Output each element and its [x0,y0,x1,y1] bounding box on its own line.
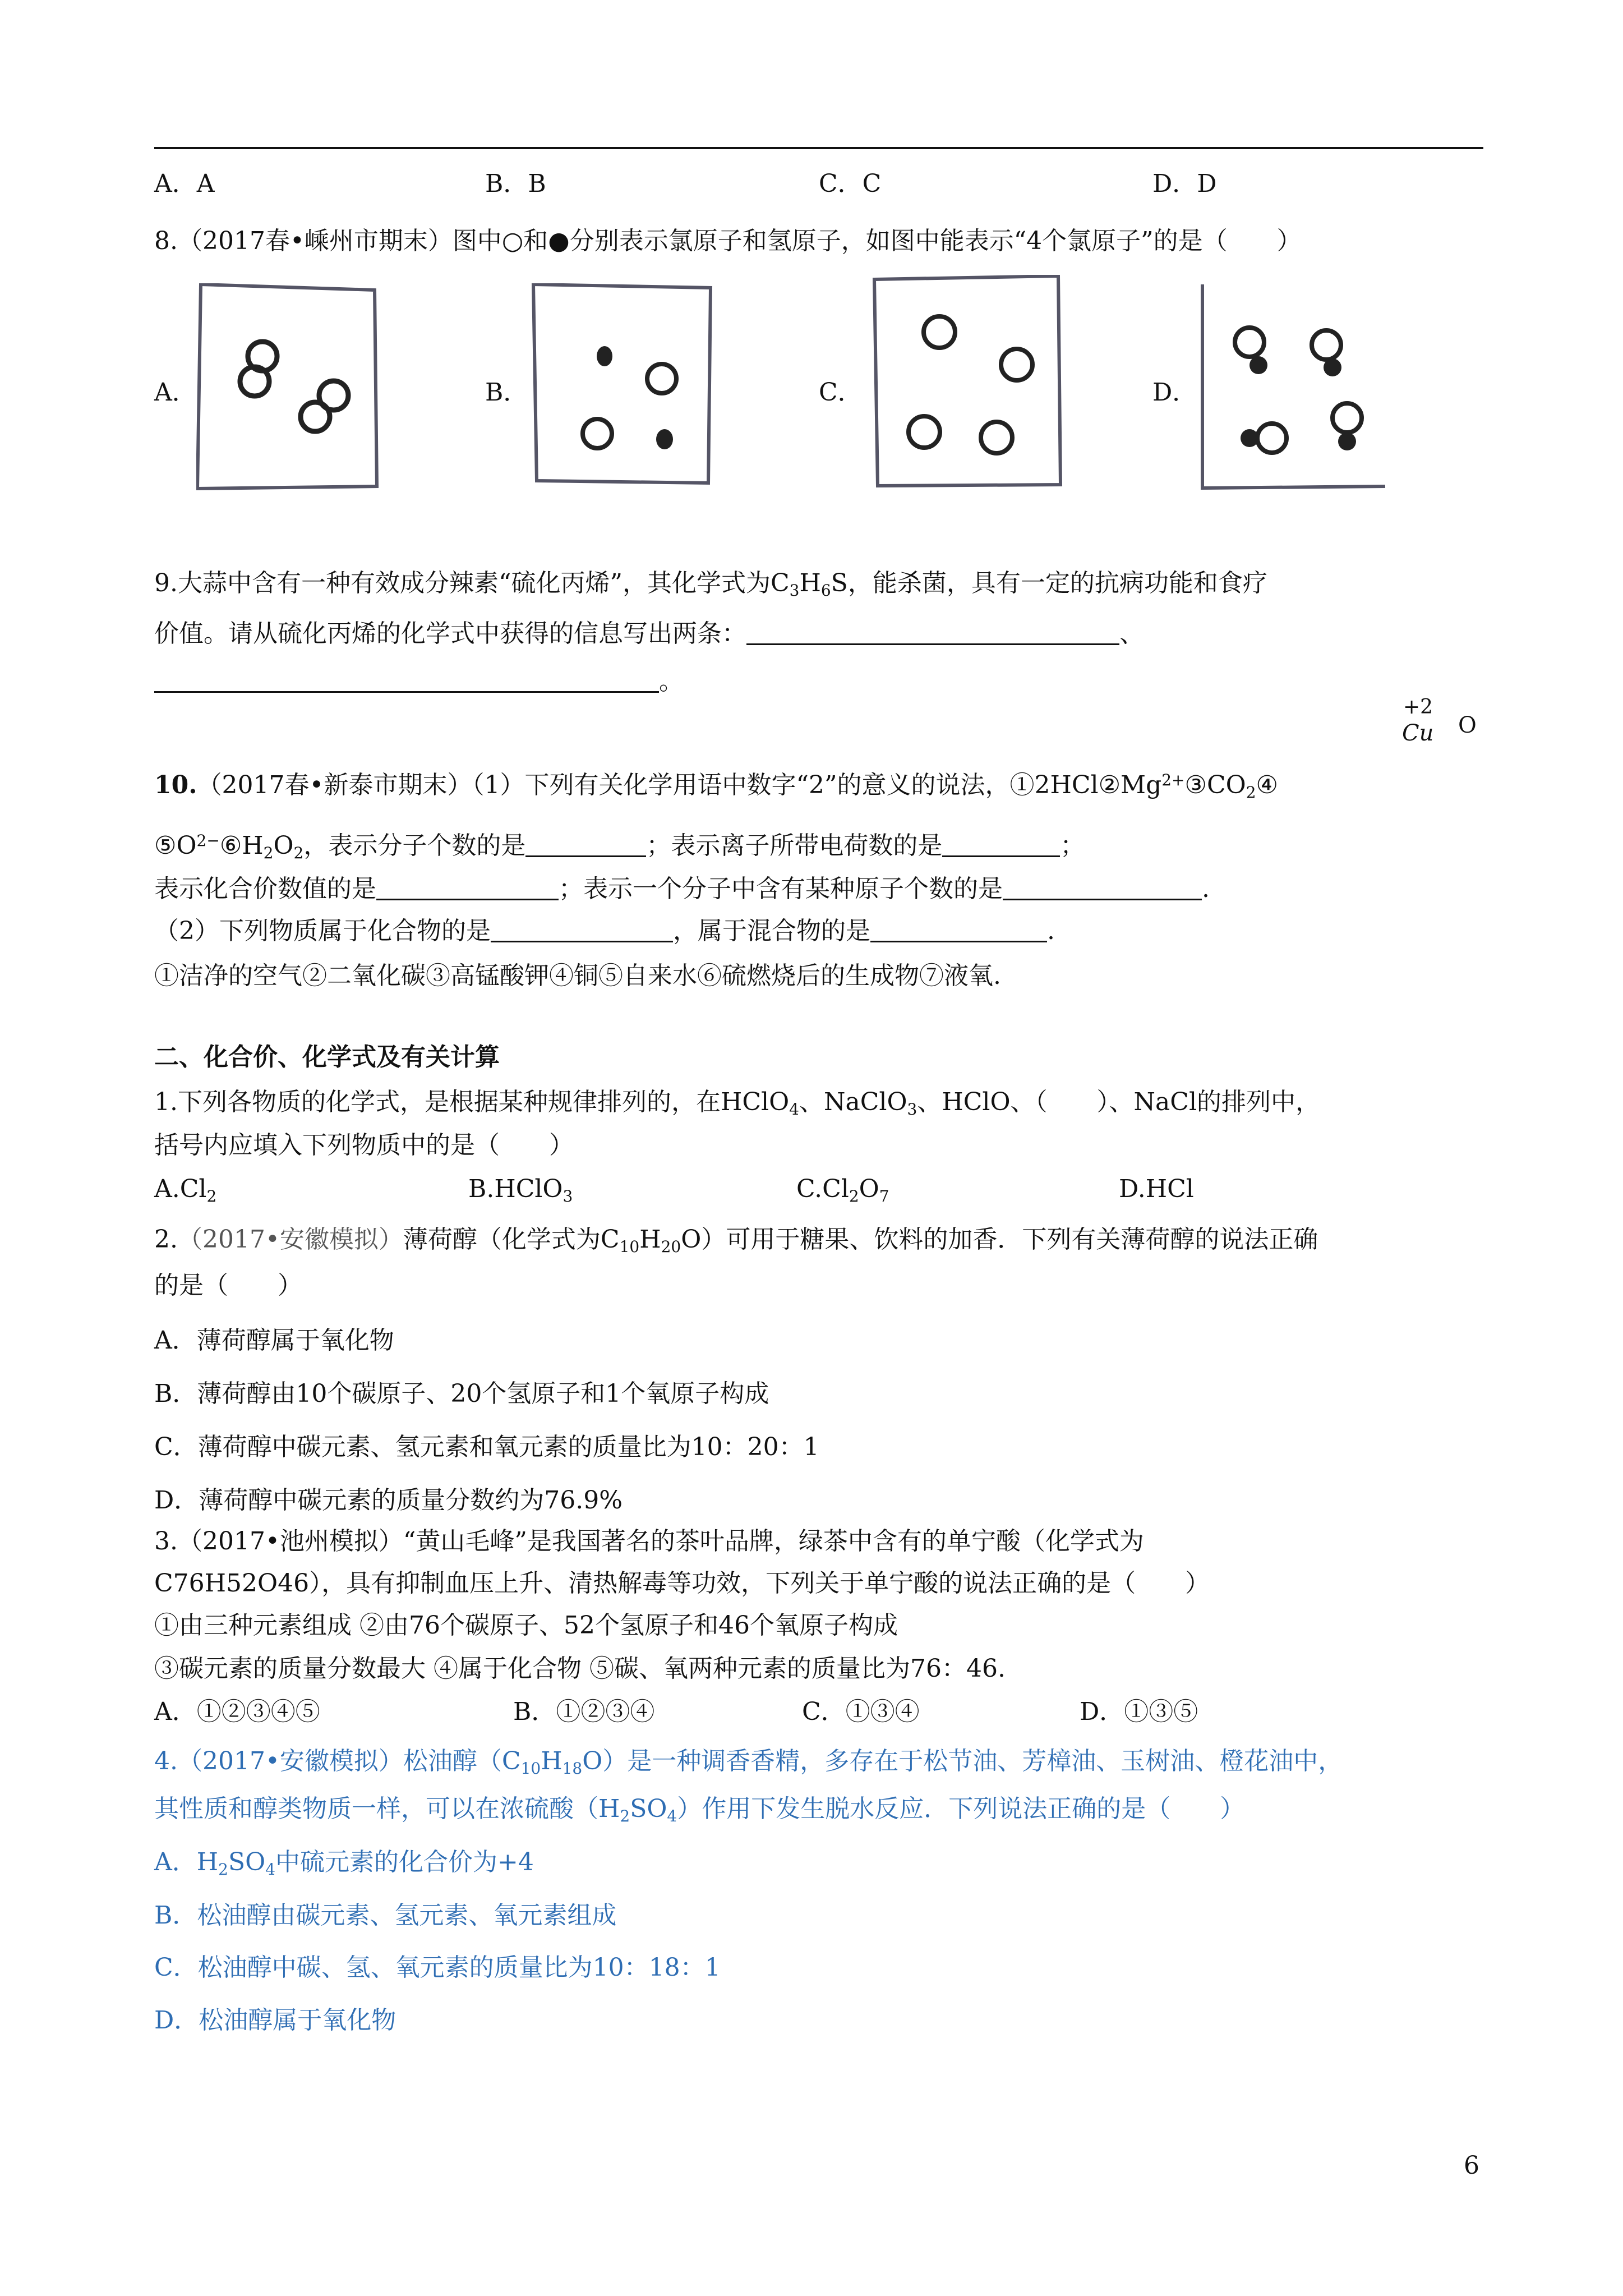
q10-blank-molecule-count[interactable] [525,831,646,857]
header-rule [154,147,1483,149]
s2-q1-line-1: 1.下列各物质的化学式，是根据某种规律排列的，在HClO$_4$、NaClO$_3$、HClO、（ ）、NaCl的排列中， [154,1088,1321,1119]
page-number: 6 [1464,2151,1479,2180]
q10-blank-atoms-per-molecule[interactable] [1003,874,1202,900]
q8-label-c: C． [819,378,863,407]
s2-q4-option-b: B．松油醇由碳元素、氢元素、氧元素组成 [154,1901,617,1930]
q8-figure-b [530,283,715,485]
q9-answer-blank-2[interactable] [154,666,659,693]
q7-option-c: C．C [819,169,882,198]
q10-blank-valence[interactable] [376,874,559,900]
q10-line-3: 表示化合价数值的是 ；表示一个分子中含有某种原子个数的是 . [154,875,1210,903]
q8-stem: 8.（2017春•嵊州市期末）图中○和●分别表示氯原子和氢原子，如图中能表示“4个氯原子”的是（ ） [154,227,1302,255]
q9-answer-blank-1[interactable] [746,619,1119,645]
cu-valence-notation: +2 Cu O [1402,696,1477,746]
s2-q2-option-c: C．薄荷醇中碳元素、氢元素和氧元素的质量比为10：20：1 [154,1433,819,1461]
q8-figure-c [872,275,1063,488]
s2-q3-option-c: C．①③④ [802,1697,920,1726]
q10-blank-ion-charge[interactable] [942,831,1060,857]
q10-line-2: $⑤O^{2-}⑥H_2O_2$，表示分子个数的是 ；表示离子所带电荷数的是 ； [154,831,1085,862]
s2-q3-line-1: 3.（2017•池州模拟）“黄山毛峰”是我国著名的茶叶品牌，绿茶中含有的单宁酸（化学式为 [154,1527,1144,1556]
s2-q3-option-d: D．①③⑤ [1080,1697,1198,1726]
s2-q3-option-b: B．①②③④ [513,1697,655,1726]
s2-q4-line-2: 其性质和醇类物质一样，可以在浓硫酸$(H_2SO_4)$作用下发生脱水反应．下列说法正确的是（ ） [154,1795,1245,1825]
q10-line-4: （2）下列物质属于化合物的是 ，属于混合物的是 . [154,917,1055,945]
s2-q3-option-a: A．①②③④⑤ [154,1697,320,1726]
q8-figure-d [1200,283,1391,491]
s2-q2-line-1: 2.（2017•安徽模拟）薄荷醇（化学式为$C_{10}H_{20}O$）可用于糖果、饮料的加香．下列有关薄荷醇的说法正确 [154,1225,1318,1256]
q10-blank-mixture[interactable] [870,916,1047,942]
section-2-title: 二、化合价、化学式及有关计算 [154,1043,500,1071]
q10-line-1: 10.（2017春•新泰市期末）（1）下列有关化学用语中数字“2”的意义的说法，$①2HCl②Mg^{2+}③CO_2④$ [154,771,1278,802]
q8-figure-a [196,283,381,491]
s2-q2-option-b: B．薄荷醇由10个碳原子、20个氢原子和1个氧原子构成 [154,1379,769,1408]
s2-q4-option-c: C．松油醇中碳、氢、氧元素的质量比为10：18：1 [154,1953,721,1982]
q8-label-b: B． [485,378,528,407]
s2-q1-option-c: $C.Cl_2O_7$ [796,1175,889,1205]
q10-blank-compound[interactable] [491,916,673,942]
s2-q1-line-2: 括号内应填入下列物质中的是（ ） [154,1131,574,1159]
s2-q2-option-d: D．薄荷醇中碳元素的质量分数约为76.9% [154,1486,623,1515]
s2-q4-option-a: A．$H_2SO_4$中硫元素的化合价为+4 [154,1848,534,1879]
s2-q2-option-a: A．薄荷醇属于氧化物 [154,1326,394,1355]
q7-option-b: B．B [485,169,546,198]
s2-q2-line-2: 的是（ ） [154,1271,302,1300]
s2-q3-line-3: ①由三种元素组成 ②由76个碳原子、52个氢原子和46个氧原子构成 [154,1611,898,1640]
q8-label-d: D． [1152,378,1197,407]
q10-line-5: ①洁净的空气②二氧化碳③高锰酸钾④铜⑤自来水⑥硫燃烧后的生成物⑦液氧. [154,961,1001,990]
s2-q1-option-d: D.HCl [1119,1175,1194,1203]
q9-line-2: 价值。请从硫化丙烯的化学式中获得的信息写出两条： 、 [154,619,1144,648]
s2-q3-line-4: ③碳元素的质量分数最大 ④属于化合物 ⑤碳、氧两种元素的质量比为76：46. [154,1654,1006,1683]
q8-label-a: A． [154,378,197,407]
s2-q1-option-a: $A.Cl_2$ [154,1175,217,1205]
q7-option-a: A．A [154,169,215,198]
q9-line-1: 9.大蒜中含有一种有效成分辣素“硫化丙烯”，其化学式为$C_3H_6S$，能杀菌，具有一定的抗病功能和食疗 [154,569,1267,600]
s2-q3-line-2: C76H52O46），具有抑制血压上升、清热解毒等功效，下列关于单宁酸的说法正确的是（ ） [154,1569,1210,1598]
q9-line-3: 。 [154,665,684,698]
s2-q4-line-1: 4.（2017•安徽模拟）松油醇$(C_{10}H_{18}O)$是一种调香香精，多存在于松节油、芳樟油、玉树油、橙花油中， [154,1747,1343,1778]
q7-option-d: D．D [1152,169,1217,198]
s2-q4-option-d: D．松油醇属于氧化物 [154,2006,396,2035]
s2-q1-option-b: B.HClO$_3$ [468,1175,573,1205]
